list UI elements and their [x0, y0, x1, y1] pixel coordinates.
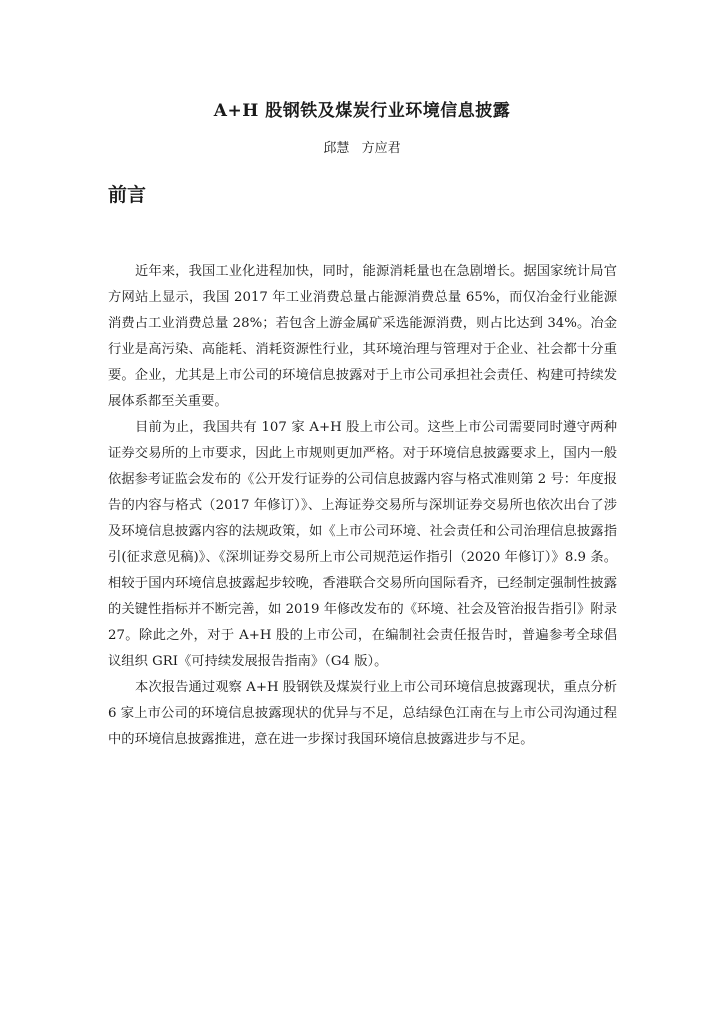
- paragraph: 本次报告通过观察 A+H 股钢铁及煤炭行业上市公司环境信息披露现状，重点分析 6 家上市公司的环境信息披露现状的优异与不足，总结绿色江南在与上市公司沟通过程中的环境信息披露推进，意在进一步探讨我国环境信息披露进步与不足。: [108, 680, 617, 747]
- paragraph: 近年来，我国工业化进程加快，同时，能源消耗量也在急剧增长。据国家统计局官方网站上显示，我国 2017 年工业消费总量占能源消费总量 65%，而仅冶金行业能源消费占工业消费总量 28%；若包含上游金属矿采选能源消费，则占比达到 34%。冶金行业是高污染、高能耗、消耗资源性行业，其环境治理与管理对于企业、社会都十分重要。企业，尤其是上市公司的环境信息披露对于上市公司承担社会责任、构建可持续发展体系都至关重要。: [108, 264, 617, 409]
- paragraph: 目前为止，我国共有 107 家 A+H 股上市公司。这些上市公司需要同时遵守两种证券交易所的上市要求，因此上市规则更加严格。对于环境信息披露要求上，国内一般依据参考证监会发布的《公开发行证券的公司信息披露内容与格式准则第 2 号：年度报告的内容与格式（2017 年修订）》、上海证券交易所与深圳证券交易所也依次出台了涉及环境信息披露内容的法规政策，如《上市公司环境、社会责任和公司治理信息披露指引(征求意见稿)》、《深圳证券交易所上市公司规范运作指引（2020 年修订）》8.9 条。相较于国内环境信息披露起步较晚，香港联合交易所向国际看齐，已经制定强制性披露的关键性指标并不断完善，如 2019 年修改发布的《环境、社会及管治报告指引》附录 27。除此之外，对于 A+H 股的上市公司，在编制社会责任报告时，普遍参考全球倡议组织 GRI《可持续发展报告指南》（G4 版）。: [108, 420, 617, 669]
- document-title: A+H 股钢铁及煤炭行业环境信息披露: [213, 101, 511, 121]
- body-text: [108, 259, 617, 753]
- author-line: [0, 137, 724, 156]
- author-name: 方应君: [361, 141, 401, 156]
- section-heading: 前言: [108, 184, 147, 206]
- author-name: 邱慧: [323, 141, 350, 156]
